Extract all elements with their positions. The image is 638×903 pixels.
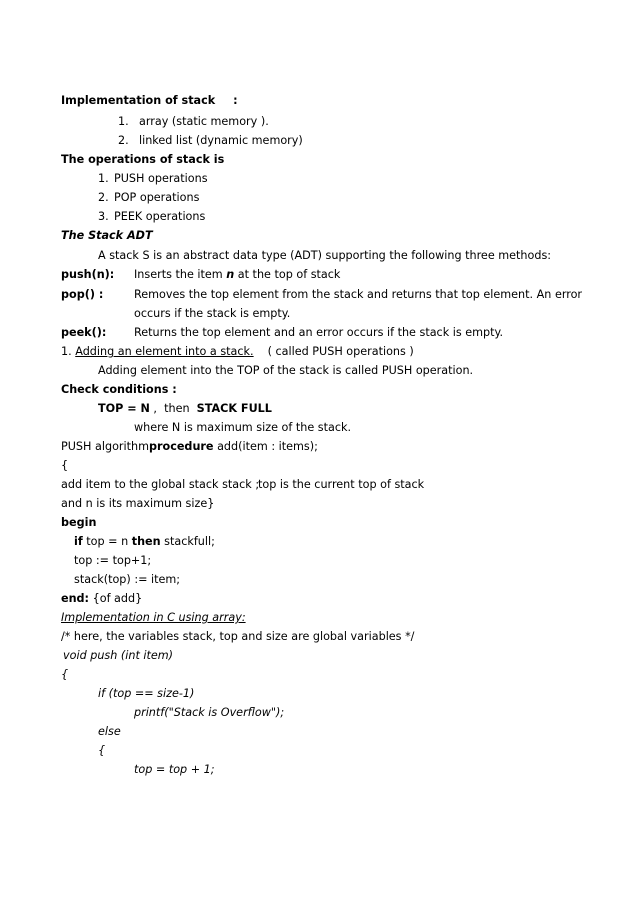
if-mid: top = n [82,535,132,548]
desc-var: n [226,268,235,281]
desc-post: at the top of stack [234,268,341,281]
c-impl-comment: /* here, the variables stack, top and size are global variables */ [61,630,415,643]
algo-pre: PUSH algorithm [61,440,149,453]
section-desc: Adding element into the TOP of the stack is called PUSH operation. [98,364,474,377]
list-text: array (static memory ). [139,115,269,128]
implementation-heading-label: Implementation of stack [61,94,216,107]
check-condition [98,402,272,416]
method-desc: Removes the top element from the stack and returns that top element. An error [134,288,583,301]
list-text: PEEK operations [114,210,206,223]
section-prefix: 1. [61,345,76,358]
algo-begin: begin [61,516,97,529]
algo-post: add(item : items); [213,440,318,453]
list-text: PUSH operations [114,172,208,185]
c-brace-open: { [61,668,69,681]
c-brace-inner: { [98,744,106,757]
method-name: peek(): [61,326,107,339]
method-desc: Returns the top element and an error occurs if the stack is empty. [134,326,504,339]
algo-increment: top := top+1; [74,554,152,567]
algo-kw: procedure [149,440,214,453]
implementation-heading [61,94,238,108]
implementation-heading-colon: : [233,94,238,107]
end-rest: {of add} [89,592,143,605]
c-assign-line: top = top + 1; [134,763,215,776]
method-desc [134,268,340,282]
comment-part-b: top is the current top of stack [258,478,425,491]
kw-end: end: [61,592,90,605]
c-impl-heading [61,611,246,625]
list-number: 1. [118,115,129,128]
algo-assign: stack(top) := item; [74,573,181,586]
operations-heading: The operations of stack is [61,153,225,166]
c-impl-signature: void push (int item) [63,649,174,662]
check-result: STACK FULL [196,402,272,415]
if-end: stackfull; [160,535,215,548]
algo-end [61,592,142,606]
c-impl-heading-text: Implementation in C using array: [61,611,246,624]
adt-intro: A stack S is an abstract data type (ADT) supporting the following three methods: [98,249,552,262]
list-number: 3. [98,210,109,223]
algo-comment-2: and n is its maximum size} [61,497,215,510]
section-link: Adding an element into a stack. [75,345,254,358]
brace-open: { [61,459,69,472]
desc-pre: Inserts the item [134,268,227,281]
check-sep: , then [149,402,197,415]
method-name: push(n): [61,268,115,281]
c-if-line: if (top == size-1) [98,687,195,700]
comment-part-a: add item to the global stack stack ; [61,478,260,491]
list-number: 1. [98,172,109,185]
section-suffix: ( called PUSH operations ) [267,345,414,358]
list-text: linked list (dynamic memory) [139,134,303,147]
section-adding [61,345,414,359]
list-text: POP operations [114,191,200,204]
kw-if: if [74,535,83,548]
algo-if-line [74,535,215,549]
check-heading: Check conditions : [61,383,177,396]
method-name: pop() : [61,288,104,301]
method-desc: occurs if the stack is empty. [134,307,291,320]
stack-adt-heading: The Stack ADT [61,229,153,242]
check-note: where N is maximum size of the stack. [134,421,352,434]
list-number: 2. [98,191,109,204]
kw-then: then [131,535,161,548]
c-printf-line: printf("Stack is Overflow"); [134,706,285,719]
c-else-line: else [98,725,121,738]
check-cond: TOP = N [98,402,150,415]
list-number: 2. [118,134,129,147]
algorithm-header [61,440,318,454]
